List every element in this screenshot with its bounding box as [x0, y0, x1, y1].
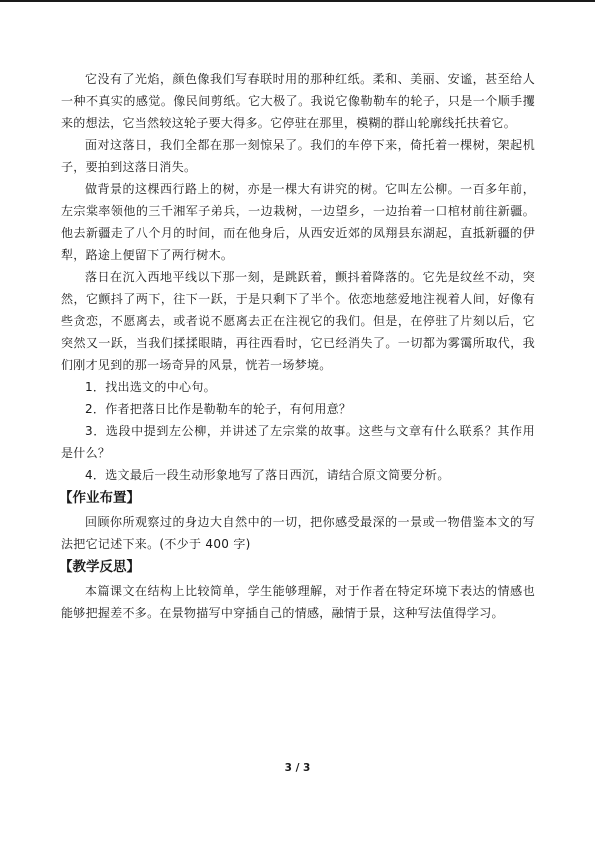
- question-1: 1．找出选文的中心句。: [85, 380, 216, 394]
- page-content: [61, 68, 535, 624]
- paragraph-zuogong-willow: 做背景的这棵西行路上的树，亦是一棵大有讲究的树。它叫左公柳。一百多年前，左宗棠率领他的三千湘军子弟兵，一边栽树，一边望乡，一边抬着一口棺材前往新疆。他去新疆走了八个月的时间，而在他身后，从西安近郊的凤翔县东湖起，直抵新疆的伊犁，路途上便留下了两行树木。: [61, 182, 535, 262]
- question-3: 3．选段中提到左公柳，并讲述了左宗棠的故事。这些与文章有什么联系？其作用是什么？: [61, 424, 535, 460]
- page-number: 3 / 3: [284, 762, 311, 774]
- question-2: 2．作者把落日比作是勒勒车的轮子，有何用意？: [85, 402, 352, 416]
- question-4: 4．选文最后一段生动形象地写了落日西沉，请结合原文简要分析。: [85, 468, 450, 482]
- homework-text: 回顾你所观察过的身边大自然中的一切，把你感受最深的一景或一物借鉴本文的写法把它记述下来。(不少于 400 字): [61, 515, 535, 551]
- paragraph-sunset-description: 它没有了光焰，颜色像我们写春联时用的那种红纸。柔和、美丽、安谧，甚至给人一种不真实的感觉。像民间剪纸。它大极了。我说它像勒勒车的轮子，只是一个顺手攫来的想法，它当然较这轮子要大得多。它停驻在那里，模糊的群山轮廓线托扶着它。: [61, 72, 535, 130]
- paragraph-stunned: 面对这落日，我们全都在那一刻惊呆了。我们的车停下来，倚托着一棵树，架起机子，要拍到这落日消失。: [61, 138, 535, 174]
- homework-heading: 【作业布置】: [59, 490, 140, 506]
- reflection-text: 本篇课文在结构上比较简单，学生能够理解，对于作者在特定环境下表达的情感也能够把握差不多。在景物描写中穿插自己的情感，融情于景，这种写法值得学习。: [61, 584, 535, 620]
- top-border-line: [0, 0, 595, 2]
- reflection-heading: 【教学反思】: [59, 559, 140, 575]
- paragraph-sunset-sinking: 落日在沉入西地平线以下那一刻，是跳跃着，颤抖着降落的。它先是纹丝不动，突然，它颤抖了两下，往下一跃，于是只剩下了半个。依恋地慈爱地注视着人间，好像有些贪恋，不愿离去，或者说不愿离去正在注视它的我们。但是，在停驻了片刻以后，它突然又一跃，当我们揉揉眼睛，再往西看时，它已经消失了。一切都为雾霭所取代，我们刚才见到的那一场奇异的风景，恍若一场梦境。: [61, 270, 535, 372]
